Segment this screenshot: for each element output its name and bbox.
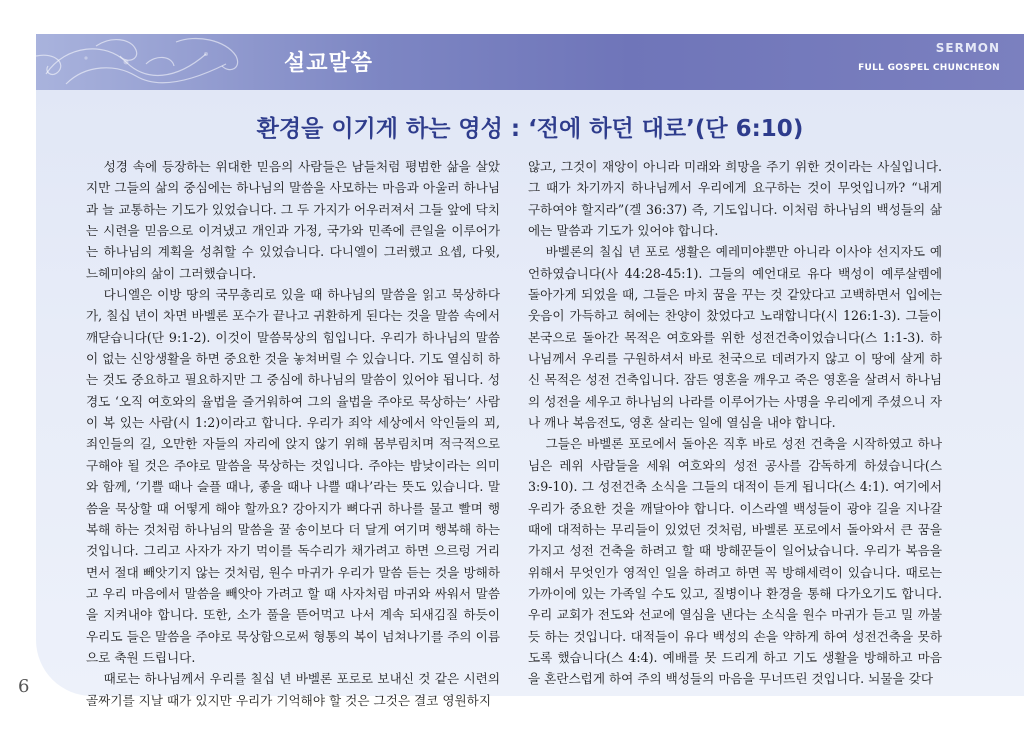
paragraph: 바벨론의 칠십 년 포로 생활은 예레미야뿐만 아니라 이사야 선지자도 예언하였습니다(사 44:28-45:1). 그들의 예언대로 유다 백성이 예루살렘에 돌아가게 되었을 때, 그들은 마치 꿈을 꾸는 것 같았다고 고백하면서 입에는 웃음이 가득하고 혀에는 찬양이 찼었다고 노래합니다(시 126:1-3). 그들이 본국으로 돌아간 목적은 여호와를 위한 성전건축이었습니다(스 1:1-3). 하나님께서 우리를 구원하셔서 바로 천국으로 데려가지 않고 이 땅에 살게 하신 목적은 성전 건축입니다. 잠든 영혼을 깨우고 죽은 영혼을 살려서 하나님의 성전을 세우고 하나님의 나라를 이루어가는 사명을 우리에게 주셨으니 자나 깨나 복음전도, 영혼 살리는 일에 열심을 내야 합니다. <box>528 244 942 431</box>
ornament-swirl-icon <box>36 34 296 90</box>
page-number: 6 <box>18 676 30 697</box>
paragraph: 때로는 하나님께서 우리를 칠십 년 바벨론 포로로 보내신 것 같은 시련의 골짜기를 지날 때가 있지만 우리가 기억해야 할 것은 그것은 결코 영원하지 <box>86 671 500 708</box>
sermon-title: 환경을 이기게 하는 영성 : ‘전에 하던 대로’(단 6:10) <box>256 116 804 142</box>
brand-block <box>858 41 1000 73</box>
paragraph: 성경 속에 등장하는 위대한 믿음의 사람들은 남들처럼 평범한 삶을 살았지만 그들의 삶의 중심에는 하나님의 말씀을 사모하는 마음과 아울러 하나님과 늘 교통하는 기도가 있었습니다. 그 두 가지가 어우러져서 그들 앞에 닥치는 시련을 믿음으로 이겨냈고 개인과 가정, 국가와 민족에 큰일을 이루어가는 하나님의 계획을 성취할 수 있었습니다. 다니엘이 그러했고 요셉, 다윗, 느헤미야의 삶이 그러했습니다. <box>86 159 500 281</box>
church-name: FULL GOSPEL CHUNCHEON <box>858 63 1000 73</box>
paragraph: 않고, 그것이 재앙이 아니라 미래와 희망을 주기 위한 것이라는 사실입니다. 그 때가 차기까지 하나님께서 우리에게 요구하는 것이 무엇입니까? “내게 구하여야 할지라”(겔 36:37) 즉, 기도입니다. 이처럼 하나님의 백성들의 삶에는 말씀과 기도가 있어야 합니다. <box>528 159 942 239</box>
right-column <box>528 156 942 690</box>
section-header <box>36 34 1024 90</box>
article-body <box>36 90 1024 708</box>
brand-sermon-label: SERMON <box>935 41 1000 55</box>
left-column <box>86 156 500 711</box>
paragraph: 다니엘은 이방 땅의 국무총리로 있을 때 하나님의 말씀을 읽고 묵상하다가, 칠십 년이 차면 바벨론 포수가 끝나고 귀환하게 된다는 것을 말씀 속에서 깨닫습니다(단 9:1-2). 이것이 말씀묵상의 힘입니다. 우리가 하나님의 말씀이 없는 신앙생활을 하면 중요한 것을 놓쳐버릴 수 있습니다. 기도 열심히 하는 것도 중요하고 필요하지만 그 중심에 하나님의 말씀이 있어야 됩니다. 성경도 ‘오직 여호와의 율법을 즐거워하여 그의 율법을 주야로 묵상하는’ 사람이 복 있는 사람(시 1:2)이라고 합니다. 우리가 죄악 세상에서 악인들의 꾀, 죄인들의 길, 오만한 자들의 자리에 앉지 않기 위해 몸부림치며 적극적으로 구해야 될 것은 주야로 말씀을 묵상하는 것입니다. 주야는 밤낮이라는 의미와 함께, ‘기쁠 때나 슬플 때나, 좋을 때나 나쁠 때나’라는 뜻도 있습니다. 말씀을 묵상할 때 어떻게 해야 할까요? 강아지가 뼈다귀 하나를 물고 빨며 행복해 하는 것처럼 하나님의 말씀을 꿀 송이보다 더 달게 여기며 행복해 하는 것입니다. 그리고 사자가 자기 먹이를 독수리가 채가려고 하면 으르렁 거리면서 절대 빼앗기지 않는 것처럼, 원수 마귀가 우리가 말씀 듣는 것을 방해하고 우리 마음에서 말씀을 빼앗아 가려고 할 때 사자처럼 마귀와 싸워서 말씀을 지켜내야 합니다. 또한, 소가 풀을 뜯어먹고 나서 계속 되새김질 하듯이 우리도 들은 말씀을 주야로 묵상함으로써 형통의 복이 넘쳐나기를 주의 이름으로 축원 드립니다. <box>86 287 500 665</box>
section-title: 설교말씀 <box>284 51 374 76</box>
paragraph: 그들은 바벨론 포로에서 돌아온 직후 바로 성전 건축을 시작하였고 하나님은 레위 사람들을 세워 여호와의 성전 공사를 감독하게 하셨습니다(스 3:9-10). 그 성전건축 소식을 그들의 대적이 듣게 됩니다(스 4:1). 여기에서 우리가 중요한 것을 깨달아야 합니다. 이스라엘 백성들이 광야 길을 지나갈 때에 대적하는 무리들이 있었던 것처럼, 바벨론 포로에서 돌아와서 큰 꿈을 가지고 성전 건축을 하려고 할 때 방해꾼들이 일어났습니다. 우리가 복음을 위해서 무엇인가 영적인 일을 하려고 하면 꼭 방해세력이 있습니다. 때로는 가까이에 있는 가족일 수도 있고, 질병이나 환경을 통해 다가오기도 합니다. 우리 교회가 전도와 선교에 열심을 낸다는 소식을 원수 마귀가 듣고 밀 까불 듯 하는 것입니다. 대적들이 유다 백성의 손을 약하게 하여 성전건축을 못하도록 했습니다(스 4:4). 예배를 못 드리게 하고 기도 생활을 방해하고 마음을 혼란스럽게 하여 주의 백성들의 마음을 무너뜨린 것입니다. 뇌물을 갖다 <box>528 436 942 687</box>
